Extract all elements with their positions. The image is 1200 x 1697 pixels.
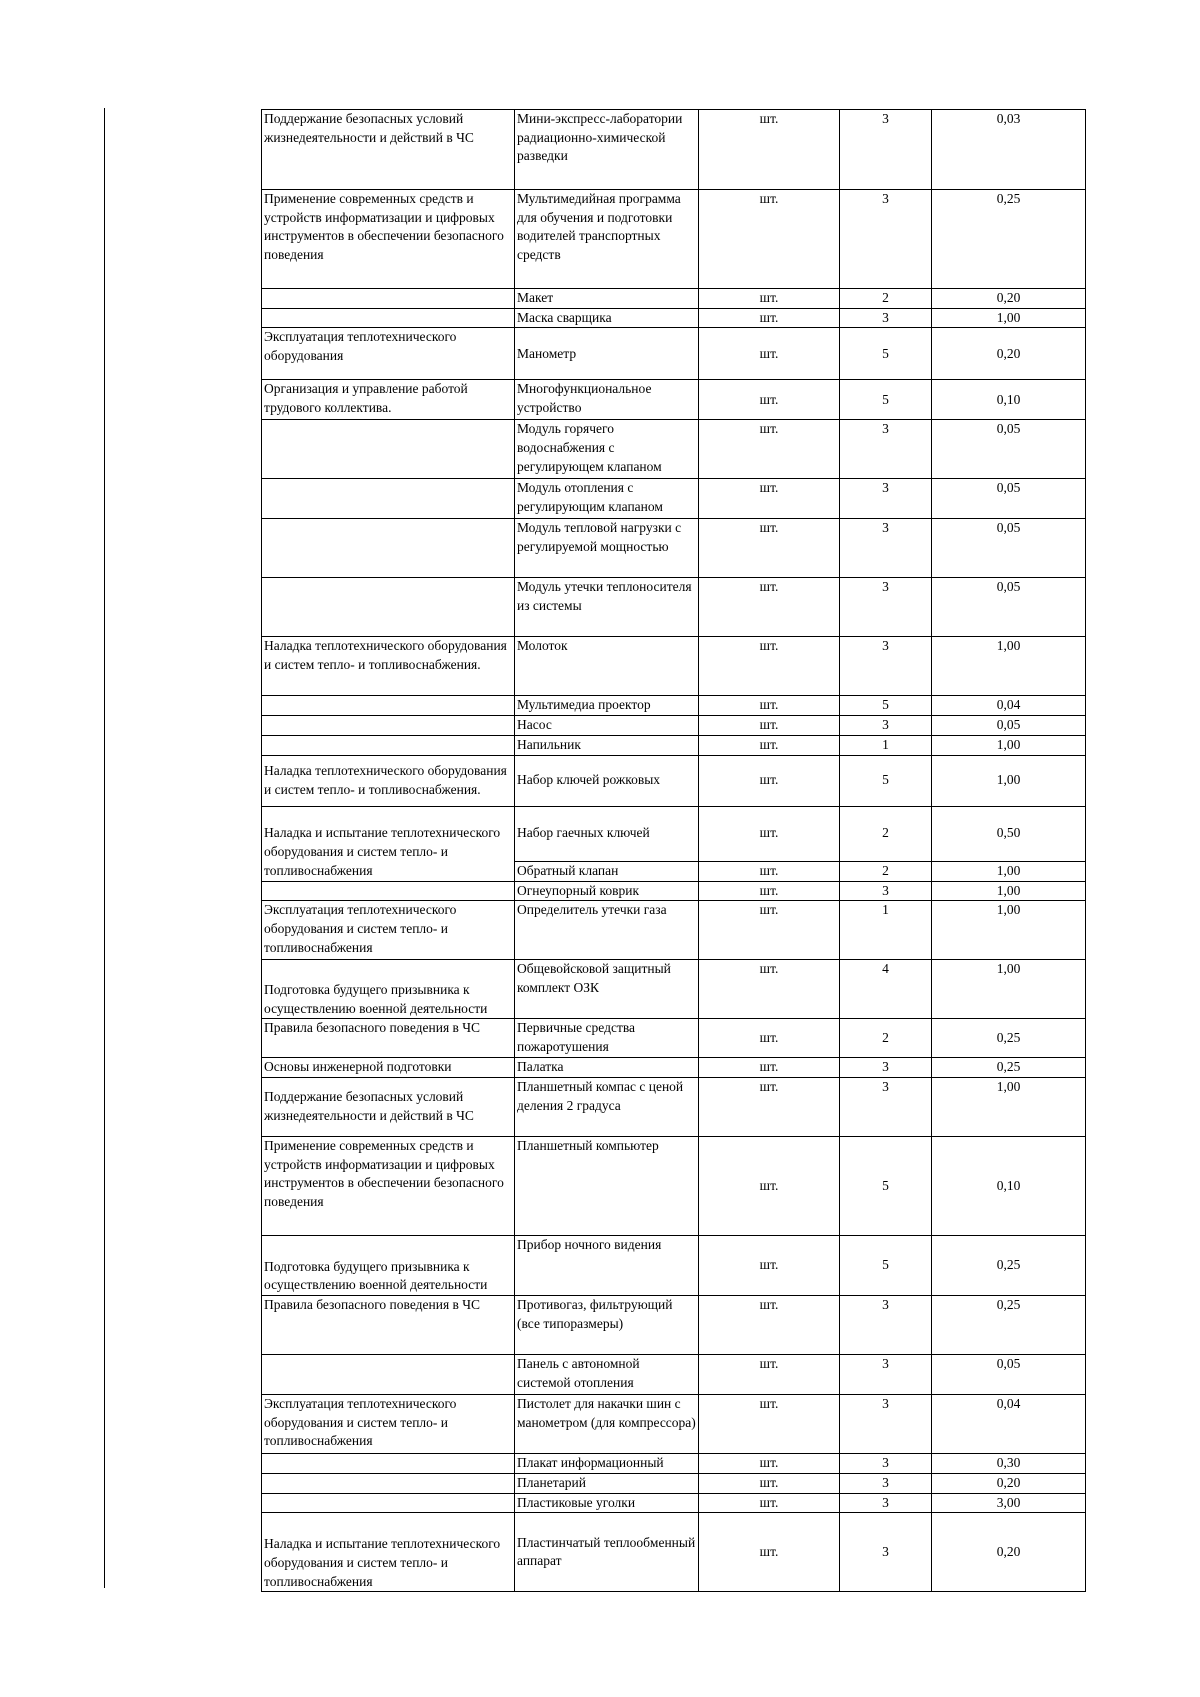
coefficient-cell: 1,00 (932, 861, 1086, 881)
unit-cell: шт. (699, 881, 840, 901)
table-row (262, 190, 1086, 289)
table-row (262, 1058, 1086, 1078)
table-row (262, 380, 1086, 420)
item-name-cell: Модуль утечки теплоносителя из системы (515, 578, 699, 637)
item-name-cell: Панель с автономной системой отопления (515, 1354, 699, 1394)
unit-cell: шт. (699, 1473, 840, 1493)
table-row (262, 1493, 1086, 1513)
coefficient-cell: 0,20 (932, 328, 1086, 380)
area-cell (262, 1493, 515, 1513)
coefficient-cell: 0,20 (932, 1513, 1086, 1592)
item-name-cell: Плакат информационный (515, 1453, 699, 1473)
item-name-cell: Пистолет для накачки шин с манометром (для компрессора) (515, 1394, 699, 1453)
table-row (262, 637, 1086, 696)
area-cell (262, 578, 515, 637)
unit-cell: шт. (699, 289, 840, 309)
quantity-cell: 3 (840, 479, 932, 519)
coefficient-cell: 0,20 (932, 1473, 1086, 1493)
area-cell: Наладка и испытание теплотехнического оборудования и систем тепло- и топливоснабжения (262, 1513, 515, 1592)
area-cell (262, 308, 515, 328)
quantity-cell: 3 (840, 110, 932, 190)
area-cell (262, 519, 515, 578)
coefficient-cell: 0,05 (932, 519, 1086, 578)
unit-cell: шт. (699, 190, 840, 289)
table-row (262, 1354, 1086, 1394)
table-row (262, 960, 1086, 1019)
unit-cell: шт. (699, 519, 840, 578)
table-row (262, 519, 1086, 578)
coefficient-cell: 1,00 (932, 637, 1086, 696)
item-name-cell: Мультимедиа проектор (515, 696, 699, 716)
table-row (262, 1019, 1086, 1058)
area-cell (262, 696, 515, 716)
coefficient-cell: 1,00 (932, 1077, 1086, 1136)
area-cell: Эксплуатация теплотехнического оборудования и систем тепло- и топливоснабжения (262, 1394, 515, 1453)
unit-cell: шт. (699, 1077, 840, 1136)
coefficient-cell: 0,25 (932, 1235, 1086, 1295)
equipment-table (261, 109, 1086, 1592)
area-cell (262, 1473, 515, 1493)
quantity-cell: 3 (840, 190, 932, 289)
coefficient-cell: 0,05 (932, 420, 1086, 479)
coefficient-cell: 0,25 (932, 1058, 1086, 1078)
item-name-cell: Планшетный компас с ценой деления 2 градуса (515, 1077, 699, 1136)
item-name-cell: Определитель утечки газа (515, 901, 699, 960)
item-name-cell: Напильник (515, 735, 699, 755)
table-row (262, 1077, 1086, 1136)
table-row (262, 1235, 1086, 1295)
area-cell: Применение современных средств и устройств информатизации и цифровых инструментов в обеспечении безопасного поведения (262, 190, 515, 289)
unit-cell: шт. (699, 960, 840, 1019)
coefficient-cell: 0,04 (932, 696, 1086, 716)
item-name-cell: Набор гаечных ключей (515, 806, 699, 861)
unit-cell: шт. (699, 696, 840, 716)
quantity-cell: 5 (840, 328, 932, 380)
table-row (262, 420, 1086, 479)
coefficient-cell: 0,05 (932, 479, 1086, 519)
quantity-cell: 3 (840, 1295, 932, 1354)
table-row (262, 716, 1086, 736)
area-cell: Наладка теплотехнического оборудования и систем тепло- и топливоснабжения. (262, 755, 515, 806)
area-cell (262, 716, 515, 736)
table-row (262, 110, 1086, 190)
item-name-cell: Модуль отопления с регулирующим клапаном (515, 479, 699, 519)
table-row (262, 901, 1086, 960)
item-name-cell: Первичные средства пожаротушения (515, 1019, 699, 1058)
coefficient-cell: 0,50 (932, 806, 1086, 861)
coefficient-cell: 1,00 (932, 901, 1086, 960)
coefficient-cell: 1,00 (932, 960, 1086, 1019)
table-row (262, 578, 1086, 637)
table-row (262, 1136, 1086, 1235)
item-name-cell: Планетарий (515, 1473, 699, 1493)
item-name-cell: Пластинчатый теплообменный аппарат (515, 1513, 699, 1592)
coefficient-cell: 0,10 (932, 1136, 1086, 1235)
area-cell: Эксплуатация теплотехнического оборудования (262, 328, 515, 380)
area-cell: Подготовка будущего призывника к осуществлению военной деятельности (262, 960, 515, 1019)
item-name-cell: Модуль тепловой нагрузки с регулируемой мощностью (515, 519, 699, 578)
table-row (262, 881, 1086, 901)
area-cell (262, 735, 515, 755)
coefficient-cell: 0,05 (932, 1354, 1086, 1394)
quantity-cell: 3 (840, 420, 932, 479)
unit-cell: шт. (699, 1058, 840, 1078)
quantity-cell: 2 (840, 289, 932, 309)
item-name-cell: Палатка (515, 1058, 699, 1078)
table-row (262, 328, 1086, 380)
table-row (262, 806, 1086, 861)
quantity-cell: 3 (840, 1473, 932, 1493)
quantity-cell: 1 (840, 901, 932, 960)
quantity-cell: 3 (840, 1453, 932, 1473)
quantity-cell: 3 (840, 308, 932, 328)
quantity-cell: 4 (840, 960, 932, 1019)
unit-cell: шт. (699, 1019, 840, 1058)
unit-cell: шт. (699, 1453, 840, 1473)
coefficient-cell: 1,00 (932, 308, 1086, 328)
table-row (262, 696, 1086, 716)
area-cell: Подготовка будущего призывника к осуществлению военной деятельности (262, 1235, 515, 1295)
unit-cell: шт. (699, 578, 840, 637)
coefficient-cell: 1,00 (932, 735, 1086, 755)
table-row (262, 755, 1086, 806)
table-row (262, 1295, 1086, 1354)
unit-cell: шт. (699, 420, 840, 479)
unit-cell: шт. (699, 479, 840, 519)
item-name-cell: Прибор ночного видения (515, 1235, 699, 1295)
quantity-cell: 3 (840, 1394, 932, 1453)
table-row (262, 289, 1086, 309)
quantity-cell: 3 (840, 881, 932, 901)
unit-cell: шт. (699, 716, 840, 736)
coefficient-cell: 0,05 (932, 716, 1086, 736)
table-row (262, 735, 1086, 755)
quantity-cell: 3 (840, 1058, 932, 1078)
area-cell: Основы инженерной подготовки (262, 1058, 515, 1078)
unit-cell: шт. (699, 1354, 840, 1394)
item-name-cell: Общевойсковой защитный комплект ОЗК (515, 960, 699, 1019)
unit-cell: шт. (699, 110, 840, 190)
item-name-cell: Макет (515, 289, 699, 309)
coefficient-cell: 0,25 (932, 190, 1086, 289)
unit-cell: шт. (699, 806, 840, 861)
quantity-cell: 2 (840, 806, 932, 861)
quantity-cell: 3 (840, 716, 932, 736)
quantity-cell: 1 (840, 735, 932, 755)
item-name-cell: Набор ключей рожковых (515, 755, 699, 806)
table-row (262, 479, 1086, 519)
quantity-cell: 3 (840, 519, 932, 578)
area-cell: Применение современных средств и устройств информатизации и цифровых инструментов в обеспечении безопасного поведения (262, 1136, 515, 1235)
unit-cell: шт. (699, 1513, 840, 1592)
quantity-cell: 3 (840, 637, 932, 696)
table-row (262, 1513, 1086, 1592)
coefficient-cell: 0,20 (932, 289, 1086, 309)
unit-cell: шт. (699, 308, 840, 328)
unit-cell: шт. (699, 755, 840, 806)
area-cell (262, 479, 515, 519)
area-cell (262, 420, 515, 479)
quantity-cell: 3 (840, 578, 932, 637)
item-name-cell: Манометр (515, 328, 699, 380)
unit-cell: шт. (699, 637, 840, 696)
coefficient-cell: 1,00 (932, 881, 1086, 901)
area-cell (262, 1354, 515, 1394)
quantity-cell: 5 (840, 696, 932, 716)
item-name-cell: Маска сварщика (515, 308, 699, 328)
item-name-cell: Пластиковые уголки (515, 1493, 699, 1513)
item-name-cell: Мини-экспресс-лаборатории радиационно-химической разведки (515, 110, 699, 190)
coefficient-cell: 0,25 (932, 1295, 1086, 1354)
area-cell: Наладка теплотехнического оборудования и систем тепло- и топливоснабжения. (262, 637, 515, 696)
coefficient-cell: 3,00 (932, 1493, 1086, 1513)
table-row (262, 1453, 1086, 1473)
item-name-cell: Модуль горячего водоснабжения с регулирующем клапаном (515, 420, 699, 479)
area-cell (262, 1453, 515, 1473)
quantity-cell: 3 (840, 1493, 932, 1513)
area-cell: Эксплуатация теплотехнического оборудования и систем тепло- и топливоснабжения (262, 901, 515, 960)
item-name-cell: Многофункциональное устройство (515, 380, 699, 420)
coefficient-cell: 0,25 (932, 1019, 1086, 1058)
quantity-cell: 3 (840, 1354, 932, 1394)
item-name-cell: Молоток (515, 637, 699, 696)
unit-cell: шт. (699, 1394, 840, 1453)
unit-cell: шт. (699, 380, 840, 420)
item-name-cell: Противогаз, фильтрующий (все типоразмеры) (515, 1295, 699, 1354)
area-cell: Поддержание безопасных условий жизнедеятельности и действий в ЧС (262, 110, 515, 190)
unit-cell: шт. (699, 1136, 840, 1235)
quantity-cell: 3 (840, 1077, 932, 1136)
table-row (262, 1473, 1086, 1493)
coefficient-cell: 0,30 (932, 1453, 1086, 1473)
area-cell: Правила безопасного поведения в ЧС (262, 1295, 515, 1354)
item-name-cell: Мультимедийная программа для обучения и подготовки водителей транспортных средств (515, 190, 699, 289)
quantity-cell: 5 (840, 1235, 932, 1295)
page-margin-rule (104, 108, 105, 1588)
area-cell: Поддержание безопасных условий жизнедеятельности и действий в ЧС (262, 1077, 515, 1136)
unit-cell: шт. (699, 1493, 840, 1513)
quantity-cell: 2 (840, 1019, 932, 1058)
unit-cell: шт. (699, 1235, 840, 1295)
unit-cell: шт. (699, 901, 840, 960)
quantity-cell: 2 (840, 861, 932, 881)
area-cell (262, 881, 515, 901)
coefficient-cell: 0,10 (932, 380, 1086, 420)
unit-cell: шт. (699, 1295, 840, 1354)
area-cell: Правила безопасного поведения в ЧС (262, 1019, 515, 1058)
coefficient-cell: 1,00 (932, 755, 1086, 806)
table-row (262, 1394, 1086, 1453)
table-row (262, 308, 1086, 328)
unit-cell: шт. (699, 861, 840, 881)
quantity-cell: 5 (840, 755, 932, 806)
coefficient-cell: 0,04 (932, 1394, 1086, 1453)
area-cell: Организация и управление работой трудового коллектива. (262, 380, 515, 420)
quantity-cell: 5 (840, 380, 932, 420)
coefficient-cell: 0,03 (932, 110, 1086, 190)
unit-cell: шт. (699, 328, 840, 380)
coefficient-cell: 0,05 (932, 578, 1086, 637)
unit-cell: шт. (699, 735, 840, 755)
quantity-cell: 3 (840, 1513, 932, 1592)
area-cell: Наладка и испытание теплотехнического оборудования и систем тепло- и топливоснабжения (262, 806, 515, 881)
item-name-cell: Насос (515, 716, 699, 736)
item-name-cell: Обратный клапан (515, 861, 699, 881)
item-name-cell: Огнеупорный коврик (515, 881, 699, 901)
quantity-cell: 5 (840, 1136, 932, 1235)
item-name-cell: Планшетный компьютер (515, 1136, 699, 1235)
area-cell (262, 289, 515, 309)
